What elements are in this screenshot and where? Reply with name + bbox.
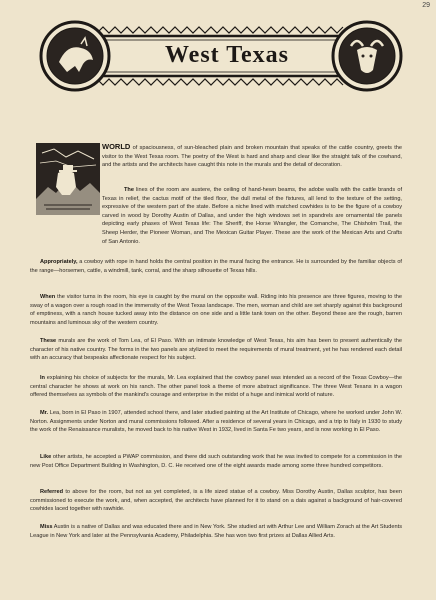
title-banner [37, 14, 405, 102]
paragraph-text: murals are the work of Tom Lea, of El Paso. With an intimate knowledge of West Texas, his aim has been to present authentically the character of his native country. The forms in the two panels are stylized to meet the requirements of mural treatment, yet he has rendered each detail with an accuracy that bespeaks affectionate respect for his subject. [30, 338, 402, 362]
page-title: West Texas [164, 42, 290, 68]
paragraph-text: a cowboy with rope in hand holds the central position in the mural facing the entrance. He is surrounded by the familiar objects of the range—horsemen, cattle, a windmill, tank, corral, and the sharp silhouette of Texas hills. [30, 259, 402, 274]
paragraph-lead: Appropriately, [40, 259, 78, 265]
paragraph-lead: Mr. [40, 410, 49, 416]
paragraph-lead: Like [40, 454, 52, 460]
paragraph-9 [30, 488, 402, 514]
paragraph-lead: Miss [40, 524, 53, 530]
paragraph-10 [30, 523, 402, 540]
page-number: 29 [422, 2, 430, 9]
paragraph-lead: In [40, 375, 45, 381]
paragraph-text: Lea, born in El Paso in 1907, attended school there, and later studied painting at the Art Institute of Chicago, where he worked under John W. Norton. Assignments under Norton and mural commissions followed. After a residence of several years in Chicago, and a trip to Italy in 1930 to study the work of the Renaissance muralists, he moved back to his native West in 1932, lived in Santa Fe two years, and is now working in El Paso. [30, 410, 402, 434]
paragraph-3 [30, 258, 402, 275]
paragraph-text: the visitor turns in the room, his eye is caught by the mural on the opposite wall. Riding into his presence are three figures, moving to the sway of a wagon over a rough road in the immensity of the West Texas landscape. The men, woman and child are set sharply against this background of emptiness, with a ranch house tucked away into the distance on one side and a little tank town on the other. Beyond these are the rough, barren mountains and luminous sky of the western country. [30, 294, 402, 326]
paragraph-lead: When [40, 294, 56, 300]
paragraph-8 [30, 453, 402, 470]
paragraph-lead: WORLD [102, 142, 131, 151]
paragraph-4 [30, 293, 402, 327]
paragraph-text: explaining his choice of subjects for the murals, Mr. Lea explained that the cowboy panel was intended as a record of the Texas Cowboy—the central character he shows at work on his ranch. The other panel took a theme of more abstract significance. The three West Texans in a wagon offered themselves as symbols of the mankind's courage and enterprise in the midst of a huge and inimical world of nature. [30, 375, 402, 399]
woodcut-image [36, 143, 100, 215]
paragraph-lead: The [124, 187, 134, 193]
paragraph-lead: Referred [40, 489, 64, 495]
woodcut-illustration [36, 143, 100, 215]
paragraph-2 [102, 186, 402, 246]
paragraph-lead: These [40, 338, 57, 344]
paragraph-5 [30, 337, 402, 363]
paragraph-text: of spaciousness, of sun-bleached plain and broken mountain that speaks of the cattle country, greets the visitor to the West Texas room. The poetry of the West is hard and sharp and clear like the straight talk of the cowhand, and the artists and the architects have caught this note in the murals and the detail of decoration. [102, 145, 402, 169]
paragraph-text: to above for the room, but not as yet completed, is a life sized statue of a cowboy. Miss Dorothy Austin, Dallas sculptor, has been commissioned to execute the work, and, when accepted, the architects have planned for it to stand on a dais against a background of hair-covered cowhides laced together with rawhide. [30, 489, 402, 513]
paragraph-text: other artists, he accepted a PWAP commission, and there did such outstanding work that he was invited to compete for a commission in the new Post Office Department Building in Washington, D. C. He received one of the eight awards made among some three hundred competitors. [30, 454, 402, 469]
paragraph-1 [102, 143, 402, 170]
paragraph-text: lines of the room are austere, the ceiling of hand-hewn beams, the adobe walls with the cattle brands of Texas in relief, the cactus motif of the tiled floor, the dull metal of the fixtures, all lend to the texture of the setting, expressive of the western part of the state. Before a niche lined with matched cowhides is to be the figure of a cowboy carved in wood by Dorothy Austin of Dallas, and under the high windows set in spandrels are ornamental tile panels depicting early phases of West Texas life: The Sheriff, the Horse Wrangler, the Comanche, The Chisholm Trail, the Sheep Herder, the Pioneer Woman, and The Mexican Guitar Player. These are the work of the Mexican Arts and Crafts of San Antonio. [102, 187, 402, 245]
paragraph-6 [30, 374, 402, 400]
paragraph-7 [30, 409, 402, 435]
paragraph-text: Austin is a native of Dallas and was educated there and in New York. She studied art with Arthur Lee and William Zorach at the Art Students League in New York and later at the Pennsylvania Academy, Philadelphia. She has won two first prizes at Dallas Allied Arts. [30, 524, 402, 539]
